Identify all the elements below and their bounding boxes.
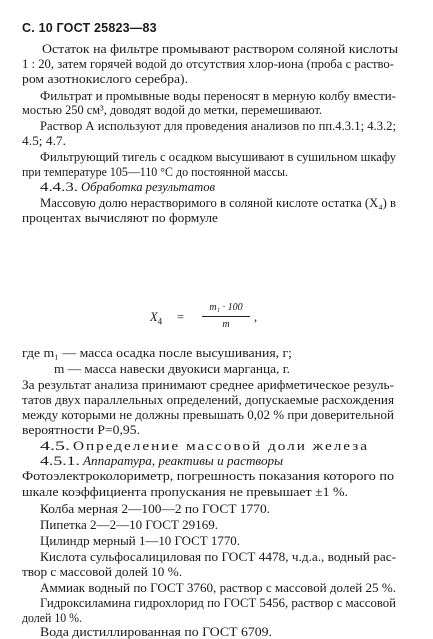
formula <box>150 302 310 336</box>
section-heading: 4.5.1. Аппаратура, реактивы и растворы <box>40 454 284 468</box>
text-line: процентах вычисляют по формуле <box>22 211 218 225</box>
text-line: 1 : 20, затем горячей водой до отсутствия хлор-иона (проба с раство- <box>22 57 395 71</box>
text-line: долей 10 %. <box>22 611 82 625</box>
text-line: Аммиак водный по ГОСТ 3760, раствор с массовой долей 25 %. <box>40 581 396 595</box>
formula-fraction <box>198 302 254 331</box>
text-line: Фильтрат и промывные воды переносят в мерную колбу вмести- <box>40 89 396 103</box>
text-line: вероятности P=0,95. <box>22 423 140 437</box>
text-line: между которыми не должны превышать 0,02 % при доверительной <box>22 408 394 422</box>
text-line: при температуре 105—110 °С до постоянной массы. <box>22 165 288 179</box>
text-line: m — масса навески двуокиси марганца, г. <box>54 362 290 376</box>
section-heading: 4.4.3. Обработка результатов <box>40 180 216 194</box>
section-heading: 4.5. Определение массовой доли железа <box>40 439 370 453</box>
text-line: За результат анализа принимают среднее арифметическое резуль- <box>22 378 395 392</box>
fraction-bar <box>202 316 250 317</box>
text-line: где m₁ — масса осадка после высушивания, г; <box>22 346 292 360</box>
text-line: Вода дистиллированная по ГОСТ 6709. <box>40 625 272 639</box>
text-line: мостью 250 см³, доводят водой до метки, перемешивают. <box>22 103 322 117</box>
page-header: С. 10 ГОСТ 25823—83 <box>22 21 157 35</box>
text-line: Цилиндр мерный 1—10 ГОСТ 1770. <box>40 534 240 548</box>
text-line: твор с массовой долей 10 %. <box>22 565 182 579</box>
text-line: Колба мерная 2—100—2 по ГОСТ 1770. <box>40 502 270 516</box>
text-line: ром азотнокислого серебра). <box>22 72 189 86</box>
text-line: Гидроксиламина гидрохлорид по ГОСТ 5456, раствор с массовой <box>40 596 396 610</box>
text-line: шкале коэффициента пропускания не превышает ±1 %. <box>22 485 348 499</box>
text-line: 4.5; 4.7. <box>22 134 66 148</box>
text-line: Кислота сульфосалициловая по ГОСТ 4478, ч.д.а., водный рас- <box>40 550 396 564</box>
text-line: Массовую долю нерастворимого в соляной кислоте остатка (X₄) в <box>40 196 396 210</box>
formula-denominator: m <box>222 319 230 330</box>
text-line: Пипетка 2—2—10 ГОСТ 29169. <box>40 518 218 532</box>
formula-comma: , <box>254 310 258 324</box>
formula-equals: = <box>177 310 184 324</box>
formula-lhs: $X_4$ <box>150 310 163 327</box>
formula-numerator: m₁ · 100 <box>209 302 243 313</box>
text-line: Фотоэлектроколориметр, погрешность показания которого по <box>22 469 394 483</box>
text-line: татов двух параллельных определений, допускаемые расхождения <box>22 393 394 407</box>
text-line: Остаток на фильтре промывают раствором соляной кислоты <box>42 42 398 56</box>
text-line: Раствор А используют для проведения анализов по пп.4.3.1; 4.3.2; <box>40 119 396 133</box>
text-line: Фильтрующий тигель с осадком высушивают в сушильном шкафу <box>40 150 397 164</box>
